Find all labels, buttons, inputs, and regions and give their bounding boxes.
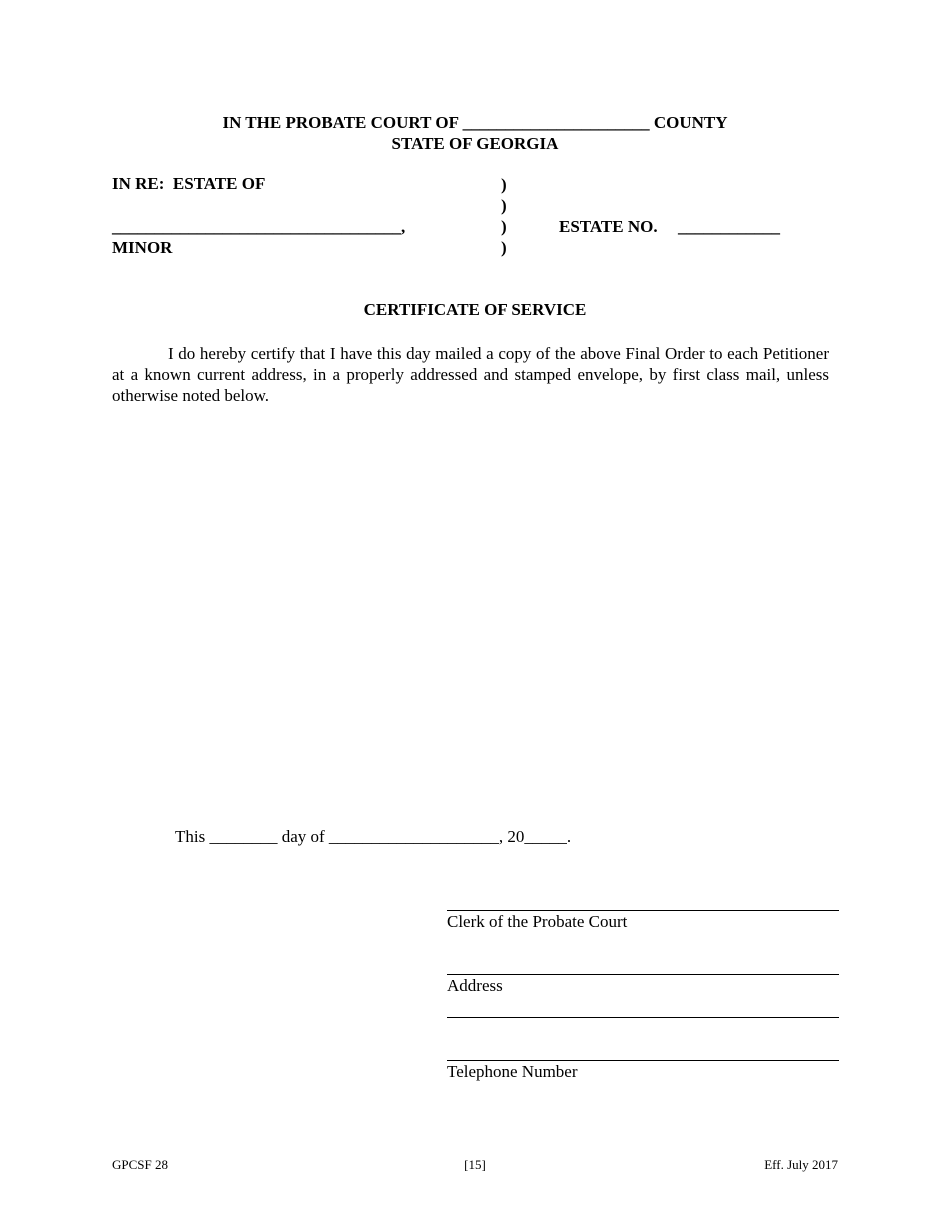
- certification-paragraph: I do hereby certify that I have this day mailed a copy of the above Final Order to each Petitioner at a known current address, in a properly addressed and stamped envelope, by first class mail, unless otherwise noted below.: [112, 344, 829, 405]
- minor-label: MINOR: [112, 238, 173, 257]
- caption-paren: ): [501, 196, 507, 215]
- document-title: CERTIFICATE OF SERVICE: [363, 300, 587, 319]
- estate-no-blank: ____________: [678, 217, 780, 236]
- clerk-signature-line: [447, 910, 839, 911]
- state-heading: STATE OF GEORGIA: [391, 134, 559, 153]
- court-heading: IN THE PROBATE COURT OF ______________________ COUNTY: [222, 113, 728, 132]
- caption-paren: ): [501, 175, 507, 194]
- caption-paren: ): [501, 238, 507, 257]
- effective-date: Eff. July 2017: [764, 1157, 838, 1172]
- page-number: [15]: [464, 1157, 486, 1172]
- telephone-label: Telephone Number: [447, 1062, 578, 1081]
- clerk-label: Clerk of the Probate Court: [447, 912, 628, 931]
- date-line: This ________ day of ____________________, 20_____.: [175, 827, 572, 846]
- form-id: GPCSF 28: [112, 1157, 168, 1172]
- address-label: Address: [447, 976, 503, 995]
- telephone-line: [447, 1060, 839, 1061]
- address-line-1: [447, 974, 839, 975]
- estate-no-label: ESTATE NO.: [559, 217, 658, 236]
- in-re-label: IN RE: ESTATE OF: [112, 174, 266, 193]
- estate-name-blank: __________________________________,: [112, 217, 406, 236]
- caption-paren: ): [501, 217, 507, 236]
- address-line-2: [447, 1017, 839, 1018]
